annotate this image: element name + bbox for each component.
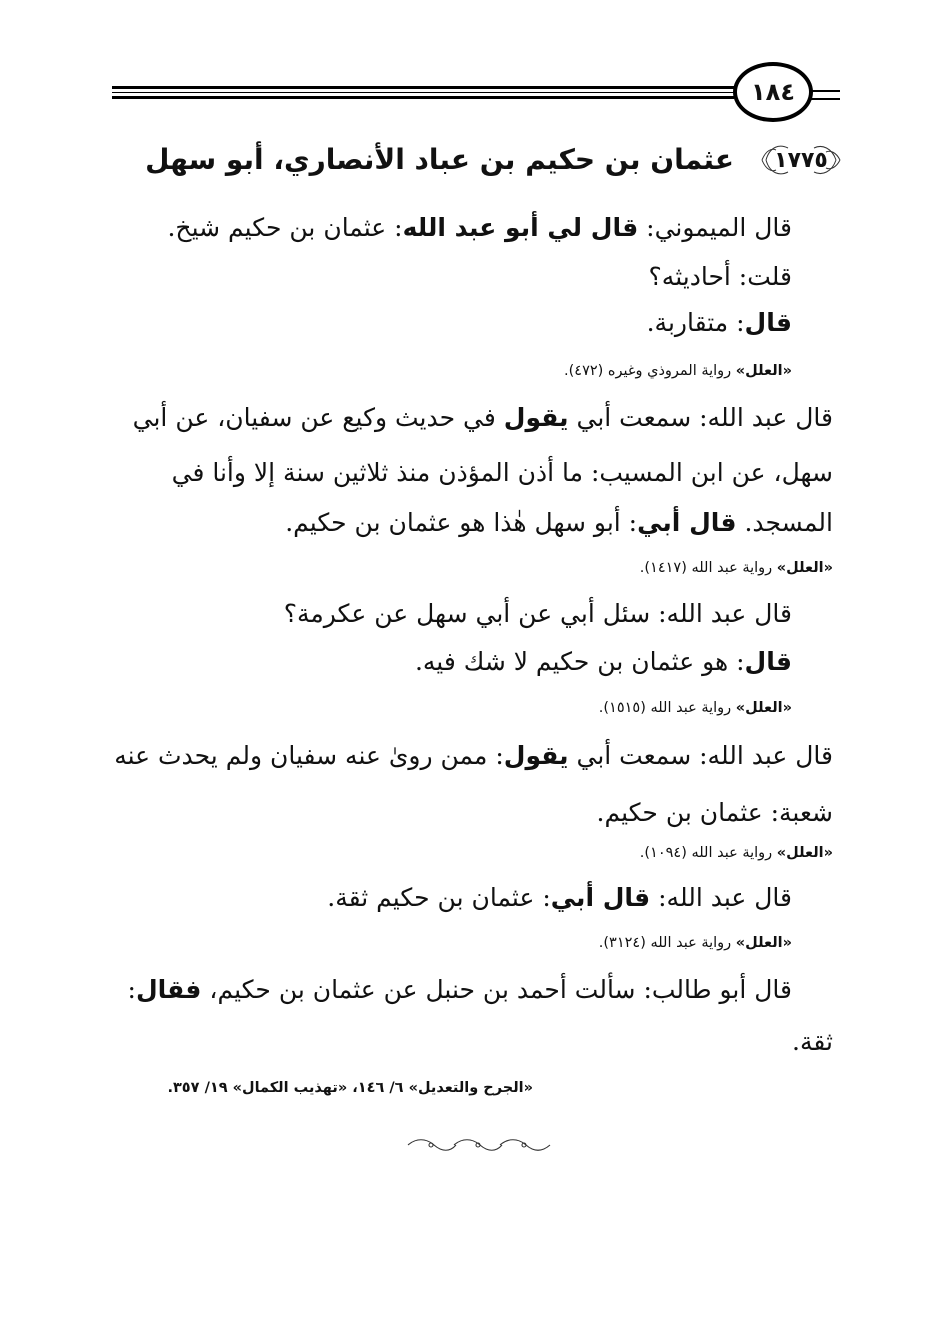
text-line: قال عبد الله: سمعت أبي يقول في حديث وكيع عن سفيان، عن أبي [132,403,833,432]
text-line: قلت: أحاديثه؟ [648,262,792,291]
text-line: ثقة. [792,1027,833,1056]
source-citation: «العلل» رواية عبد الله (١٤١٧). [639,560,833,576]
source-citation: «العلل» رواية المروذي وغيره (٤٧٢). [564,363,792,379]
source-citation: «العلل» رواية عبد الله (١٠٩٤). [639,845,833,861]
end-ornament-icon [404,1135,554,1155]
text-line: قال عبد الله: سئل أبي عن أبي سهل عن عكرمة؟ [283,599,792,628]
text-line: المسجد. قال أبي: أبو سهل هٰذا هو عثمان بن حكيم. [285,508,833,537]
source-citation: «الجرح والتعديل» ٦/ ١٤٦، «تهذيب الكمال» ١٩/ ٣٥٧. [167,1080,533,1096]
text-line: قال عبد الله: سمعت أبي يقول: ممن روىٰ عنه سفيان ولم يحدث عنه [114,741,833,770]
text-line: سهل، عن ابن المسيب: ما أذن المؤذن منذ ثلاثين سنة إلا وأنا في [171,458,833,487]
text-line: قال أبو طالب: سألت أحمد بن حنبل عن عثمان بن حكيم، فقال: [127,975,792,1004]
text-line: قال عبد الله: قال أبي: عثمان بن حكيم ثقة. [327,883,792,912]
entry-title: عثمان بن حكيم بن عباد الأنصاري، أبو سهل [145,143,734,176]
entry-number-badge [760,140,842,180]
text-line: قال: هو عثمان بن حكيم لا شك فيه. [414,647,792,676]
source-citation: «العلل» رواية عبد الله (٣١٢٤). [598,935,792,951]
text-line: شعبة: عثمان بن حكيم. [596,798,833,827]
entry-number: ١٧٧٥ [774,147,828,173]
text-line: قال الميموني: قال لي أبو عبد الله: عثمان بن حكيم شيخ. [167,213,792,242]
page-number: ١٨٤ [733,62,813,122]
text-line: قال: متقاربة. [646,308,792,337]
header-rule [112,86,734,100]
source-citation: «العلل» رواية عبد الله (١٥١٥). [598,700,792,716]
